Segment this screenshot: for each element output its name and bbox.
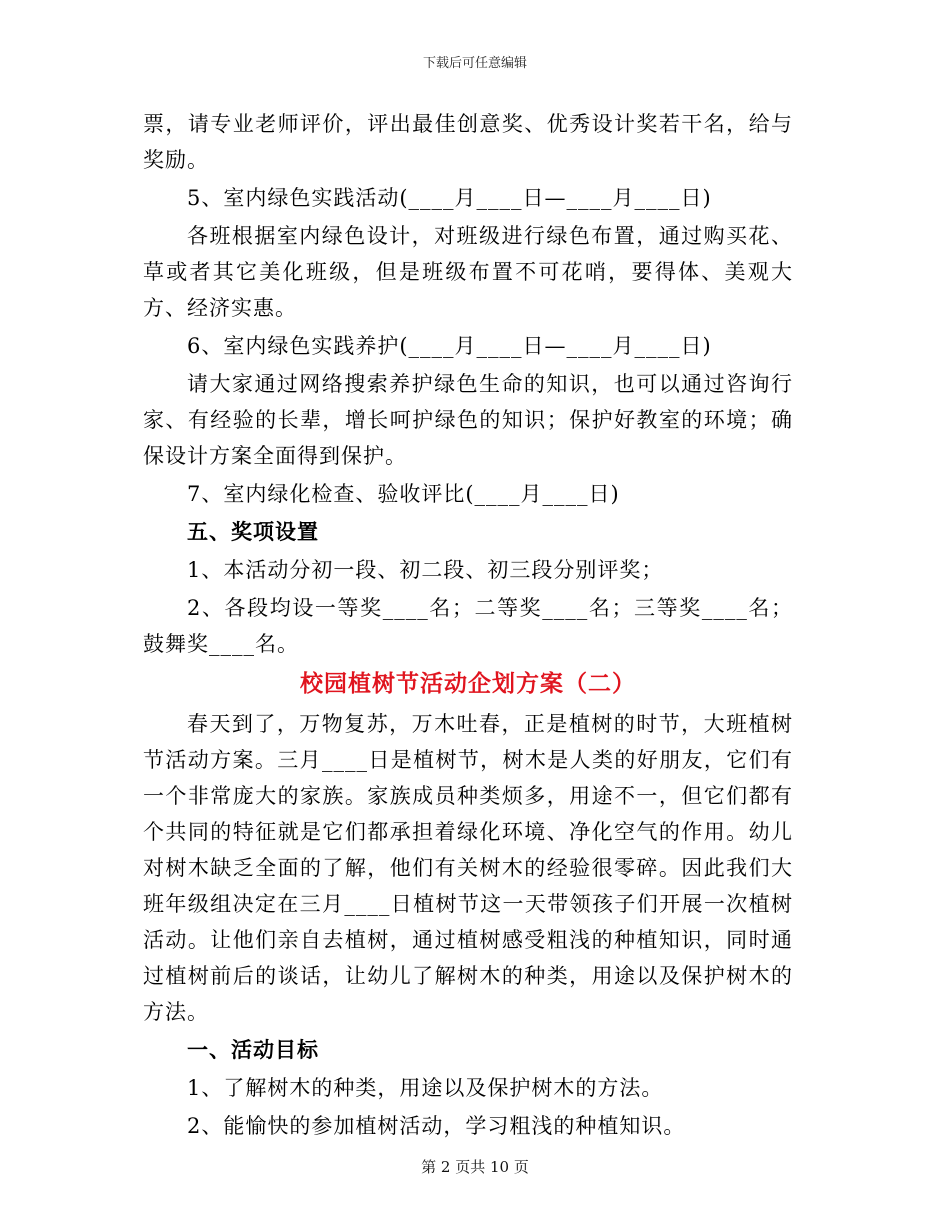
section-5-heading: 五、奖项设置 <box>187 519 319 544</box>
paragraph-item-5: 各班根据室内绿色设计，对班级进行绿色布置，通过购买花、草或者其它美化班级，但是班级布置不可花哨，要得体、美观大方、经济实惠。 <box>143 224 793 320</box>
goal-item-1: 1、了解树木的种类，用途以及保护树木的方法。 <box>187 1076 664 1100</box>
award-item-1: 1、本活动分初一段、初二段、初三段分别评奖； <box>187 558 664 582</box>
section-1-heading: 一、活动目标 <box>187 1037 319 1062</box>
paragraph-intro: 春天到了，万物复苏，万木吐春，正是植树的时节，大班植树节活动方案。三月____日是植树节，树木是人类的好朋友，它们有一个非常庞大的家族。家族成员种类烦多，用途不一，但它们都有个共同的特征就是它们都承担着绿化环境、净化空气的作用。幼儿对树木缺乏全面的了解，他们有关树木的经验很零碎。因此我们大班年级组决定在三月____日植树节这一天带领孩子们开展一次植树活动。让他们亲自去植树，通过植树感受粗浅的种植知识，同时通过植树前后的谈话，让幼儿了解树木的种类，用途以及保护树木的方法。 <box>143 712 793 1024</box>
item-5-heading: 5、室内绿色实践活动(____月____日—____月____日) <box>187 186 712 210</box>
award-item-2: 2、各段均设一等奖____名；二等奖____名；三等奖____名；鼓舞奖____名。 <box>143 596 793 656</box>
paragraph-award-continuation: 票，请专业老师评价，评出最佳创意奖、优秀设计奖若干名，给与奖励。 <box>143 112 793 172</box>
document-body <box>143 106 793 1146</box>
document-title-2: 校园植树节活动企划方案（二） <box>300 670 636 697</box>
paragraph-item-6: 请大家通过网络搜索养护绿色生命的知识，也可以通过咨询行家、有经验的长辈，增长呵护绿色的知识；保护好教室的环境；确保设计方案全面得到保护。 <box>143 372 793 468</box>
item-7-heading: 7、室内绿化检查、验收评比(____月____日) <box>187 482 620 506</box>
goal-item-2: 2、能愉快的参加植树活动，学习粗浅的种植知识。 <box>187 1114 686 1138</box>
item-6-heading: 6、室内绿色实践养护(____月____日—____月____日) <box>187 334 712 358</box>
page-footer: 第 2 页共 10 页 <box>421 1158 529 1176</box>
page-header: 下载后可任意编辑 <box>422 56 527 71</box>
